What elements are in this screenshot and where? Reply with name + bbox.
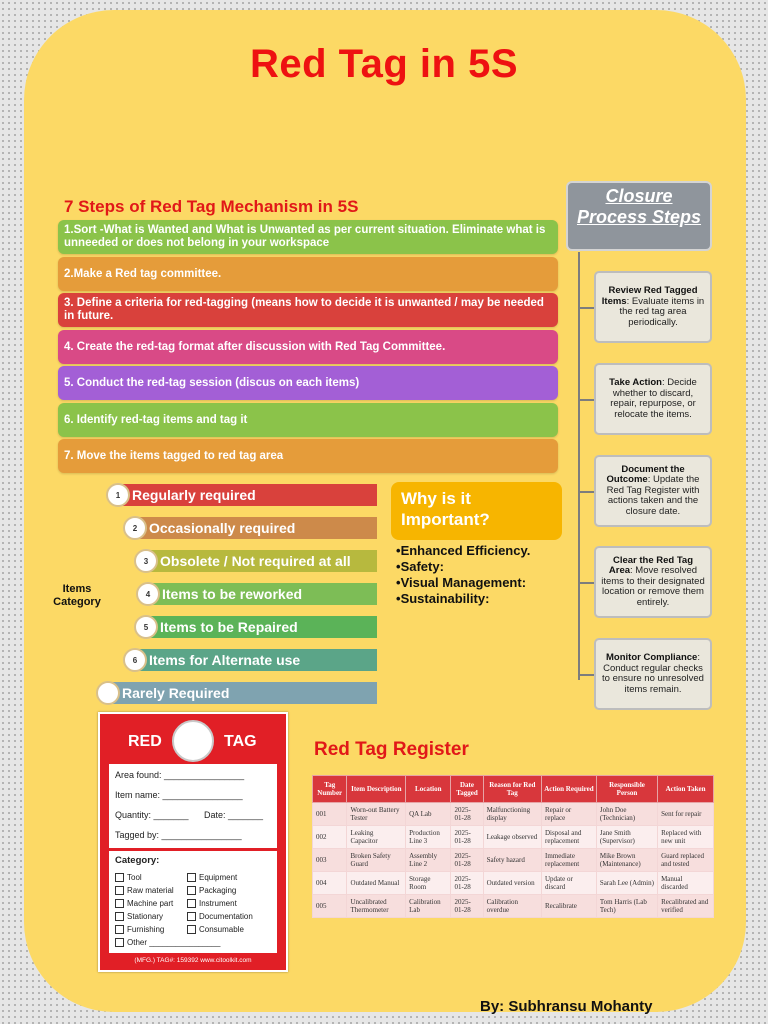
table-cell: 002 — [313, 826, 347, 849]
tag-footer: (MFG.) TAG#: 159392 www.citoolkit.com — [134, 957, 252, 964]
table-cell: 004 — [313, 872, 347, 895]
table-row — [313, 895, 714, 918]
closure-connector-line — [578, 252, 580, 680]
category-checkbox[interactable] — [115, 938, 220, 947]
table-cell: 005 — [313, 895, 347, 918]
table-header-cell: Reason for Red Tag — [483, 776, 541, 803]
table-cell: Safety hazard — [483, 849, 541, 872]
tag-field-tagged-by: Tagged by: ________________ — [115, 830, 242, 840]
closure-step-text — [601, 378, 705, 420]
checkbox-label: Other ________________ — [127, 938, 221, 947]
table-cell: Storage Room — [406, 872, 451, 895]
closure-step-card — [594, 271, 712, 343]
red-tag-register-table — [312, 775, 714, 918]
closure-step-heading: Monitor Compliance — [606, 652, 698, 663]
closure-step-body: : Evaluate items in the red tag area periodically. — [619, 295, 705, 328]
checkbox-icon[interactable] — [187, 886, 196, 895]
closure-connector-tick — [578, 674, 594, 676]
author-credit: By: Subhransu Mohanty — [480, 998, 653, 1015]
closure-connector-tick — [578, 582, 594, 584]
why-point: • Sustainability: — [396, 591, 576, 607]
table-cell: Repair or replace — [542, 803, 597, 826]
category-number-badge: 1 — [106, 483, 130, 507]
checkbox-icon[interactable] — [115, 912, 124, 921]
table-cell: Worn-out Battery Tester — [347, 803, 406, 826]
table-header-cell: Location — [406, 776, 451, 803]
closure-step-card — [594, 638, 712, 710]
closure-step-card — [594, 455, 712, 527]
category-checkbox[interactable] — [115, 873, 142, 882]
register-title: Red Tag Register — [314, 739, 469, 760]
category-item: Obsolete / Not required at all — [150, 550, 377, 572]
table-cell: Tom Harris (Lab Tech) — [596, 895, 657, 918]
category-number-badge: 6 — [123, 648, 147, 672]
table-header-cell: Action Taken — [658, 776, 714, 803]
table-cell: 003 — [313, 849, 347, 872]
items-category-label: Items Category — [53, 583, 101, 608]
table-cell: Outdated Manual — [347, 872, 406, 895]
table-cell: Assembly Line 2 — [406, 849, 451, 872]
why-point: • Enhanced Efficiency. — [396, 543, 576, 559]
table-cell: Guard replaced and tested — [658, 849, 714, 872]
checkbox-label: Instrument — [199, 899, 237, 908]
table-cell: Broken Safety Guard — [347, 849, 406, 872]
checkbox-label: Stationary — [127, 912, 164, 921]
table-cell: 001 — [313, 803, 347, 826]
table-cell: 2025-01-28 — [451, 872, 483, 895]
closure-step-text — [601, 465, 705, 518]
step-item: 5. Conduct the red-tag session (discus on each items) — [58, 366, 558, 400]
checkbox-icon[interactable] — [187, 899, 196, 908]
why-important-box: Why is it Important? — [391, 482, 562, 540]
step-item: 2.Make a Red tag committee. — [58, 257, 558, 291]
table-cell: Calibration overdue — [483, 895, 541, 918]
checkbox-label: Documentation — [199, 912, 253, 921]
closure-step-text — [601, 556, 705, 609]
table-body — [313, 803, 714, 918]
tag-form — [109, 764, 277, 848]
checkbox-label: Equipment — [199, 873, 238, 882]
closure-step-card — [594, 363, 712, 435]
table-cell: John Doe (Technician) — [596, 803, 657, 826]
closure-step-body: : Conduct regular checks to ensure no unresolved items remain. — [602, 652, 704, 695]
tag-category-title: Category: — [115, 855, 160, 866]
category-number-badge: 3 — [134, 549, 158, 573]
table-cell: Sarah Lee (Admin) — [596, 872, 657, 895]
table-cell: Manual discarded — [658, 872, 714, 895]
tag-hole-icon — [172, 720, 214, 762]
table-cell: Leaking Capacitor — [347, 826, 406, 849]
checkbox-icon[interactable] — [115, 886, 124, 895]
tag-category-box — [109, 851, 277, 953]
checkbox-icon[interactable] — [187, 925, 196, 934]
category-item: Regularly required — [122, 484, 377, 506]
table-row — [313, 872, 714, 895]
category-item: Items for Alternate use — [139, 649, 377, 671]
steps-section-title: 7 Steps of Red Tag Mechanism in 5S — [64, 197, 359, 216]
checkbox-label: Machine part — [127, 899, 174, 908]
why-point: • Visual Management: — [396, 575, 576, 591]
category-number-badge: 4 — [136, 582, 160, 606]
table-cell: Leakage observed — [483, 826, 541, 849]
table-cell: 2025-01-28 — [451, 826, 483, 849]
checkbox-icon[interactable] — [115, 938, 124, 947]
table-cell: 2025-01-28 — [451, 849, 483, 872]
table-header-cell: Action Required — [542, 776, 597, 803]
checkbox-icon[interactable] — [115, 925, 124, 934]
category-checkbox[interactable] — [187, 925, 244, 934]
closure-step-heading: Take Action — [609, 377, 662, 388]
tag-tag-text: TAG — [224, 733, 257, 750]
category-item: Items to be Repaired — [150, 616, 377, 638]
closure-step-heading: Clear the Red Tag Area — [608, 554, 694, 577]
table-row — [313, 803, 714, 826]
tag-field-area: Area found: ________________ — [115, 770, 245, 780]
step-item: 1.Sort -What is Wanted and What is Unwanted as per current situation. Eliminate what is unneeded or does not belong in your workspace — [58, 220, 558, 254]
closure-step-text — [601, 653, 705, 695]
checkbox-icon[interactable] — [187, 912, 196, 921]
tag-field-item: Item name: ________________ — [115, 790, 243, 800]
checkbox-label: Packaging — [199, 886, 237, 895]
closure-step-body: : Decide whether to discard, repair, repurpose, or relocate the items. — [610, 377, 697, 420]
table-header-row — [313, 776, 714, 803]
step-item: 7. Move the items tagged to red tag area — [58, 439, 558, 473]
category-checkbox[interactable] — [187, 912, 253, 921]
closure-step-body: : Move resolved items to their designated location or remove them entirely. — [601, 565, 705, 608]
table-row — [313, 826, 714, 849]
step-item: 6. Identify red-tag items and tag it — [58, 403, 558, 437]
tag-field-date: Date: _______ — [204, 810, 264, 820]
table-cell: Immediate replacement — [542, 849, 597, 872]
why-point: • Safety: — [396, 559, 576, 575]
closure-step-text — [601, 286, 705, 328]
step-item: 4. Create the red-tag format after discussion with Red Tag Committee. — [58, 330, 558, 364]
page-title: Red Tag in 5S — [249, 42, 519, 86]
category-checkbox[interactable] — [115, 925, 164, 934]
table-header-cell: Date Tagged — [451, 776, 483, 803]
why-important-list — [396, 543, 576, 607]
tag-field-quantity: Quantity: _______ — [115, 810, 189, 820]
table-cell: 2025-01-28 — [451, 895, 483, 918]
closure-step-body: : Update the Red Tag Register with actions taken and the closure date. — [606, 474, 700, 517]
checkbox-icon[interactable] — [115, 899, 124, 908]
checkbox-label: Consumable — [199, 925, 244, 934]
table-cell: Disposal and replacement — [542, 826, 597, 849]
category-checkbox[interactable] — [115, 899, 173, 908]
category-checkbox[interactable] — [187, 873, 237, 882]
closure-step-heading: Document the Outcome — [606, 463, 685, 486]
table-cell: Recalibrated and verified — [658, 895, 714, 918]
red-tag-card — [98, 712, 288, 972]
table-header-cell: Tag Number — [313, 776, 347, 803]
table-cell: 2025-01-28 — [451, 803, 483, 826]
closure-step-card — [594, 546, 712, 618]
table-row — [313, 849, 714, 872]
table-header-cell: Responsible Person — [596, 776, 657, 803]
closure-connector-tick — [578, 307, 594, 309]
closure-process-title: Closure Process Steps — [566, 181, 712, 251]
table-cell: Malfunctioning display — [483, 803, 541, 826]
checkbox-icon[interactable] — [187, 873, 196, 882]
table-cell: Update or discard — [542, 872, 597, 895]
checkbox-icon[interactable] — [115, 873, 124, 882]
closure-step-heading: Review Red Tagged Items — [601, 285, 698, 307]
checkbox-label: Raw material — [127, 886, 174, 895]
checkbox-label: Furnishing — [127, 925, 165, 934]
table-cell: Uncalibrated Thermometer — [347, 895, 406, 918]
closure-connector-tick — [578, 399, 594, 401]
table-cell: Outdated version — [483, 872, 541, 895]
table-cell: QA Lab — [406, 803, 451, 826]
category-item: Items to be reworked — [152, 583, 377, 605]
category-item: Rarely Required — [112, 682, 377, 704]
category-number-badge: 5 — [134, 615, 158, 639]
table-header-cell: Item Description — [347, 776, 406, 803]
category-checkbox[interactable] — [115, 886, 174, 895]
table-cell: Jane Smith (Supervisor) — [596, 826, 657, 849]
closure-connector-tick — [578, 491, 594, 493]
category-number-badge: 2 — [123, 516, 147, 540]
tag-red-text: RED — [128, 733, 162, 750]
category-checkbox[interactable] — [187, 886, 236, 895]
category-checkbox[interactable] — [187, 899, 237, 908]
table-cell: Recalibrate — [542, 895, 597, 918]
step-item: 3. Define a criteria for red-tagging (means how to decide it is unwanted / may be needed in future. — [58, 293, 558, 327]
table-cell: Sent for repair — [658, 803, 714, 826]
category-number-badge — [96, 681, 120, 705]
table-cell: Calibration Lab — [406, 895, 451, 918]
category-checkbox[interactable] — [115, 912, 163, 921]
table-cell: Replaced with new unit — [658, 826, 714, 849]
checkbox-label: Tool — [127, 873, 142, 882]
table-cell: Mike Brown (Maintenance) — [596, 849, 657, 872]
table-cell: Production Line 3 — [406, 826, 451, 849]
category-item: Occasionally required — [139, 517, 377, 539]
